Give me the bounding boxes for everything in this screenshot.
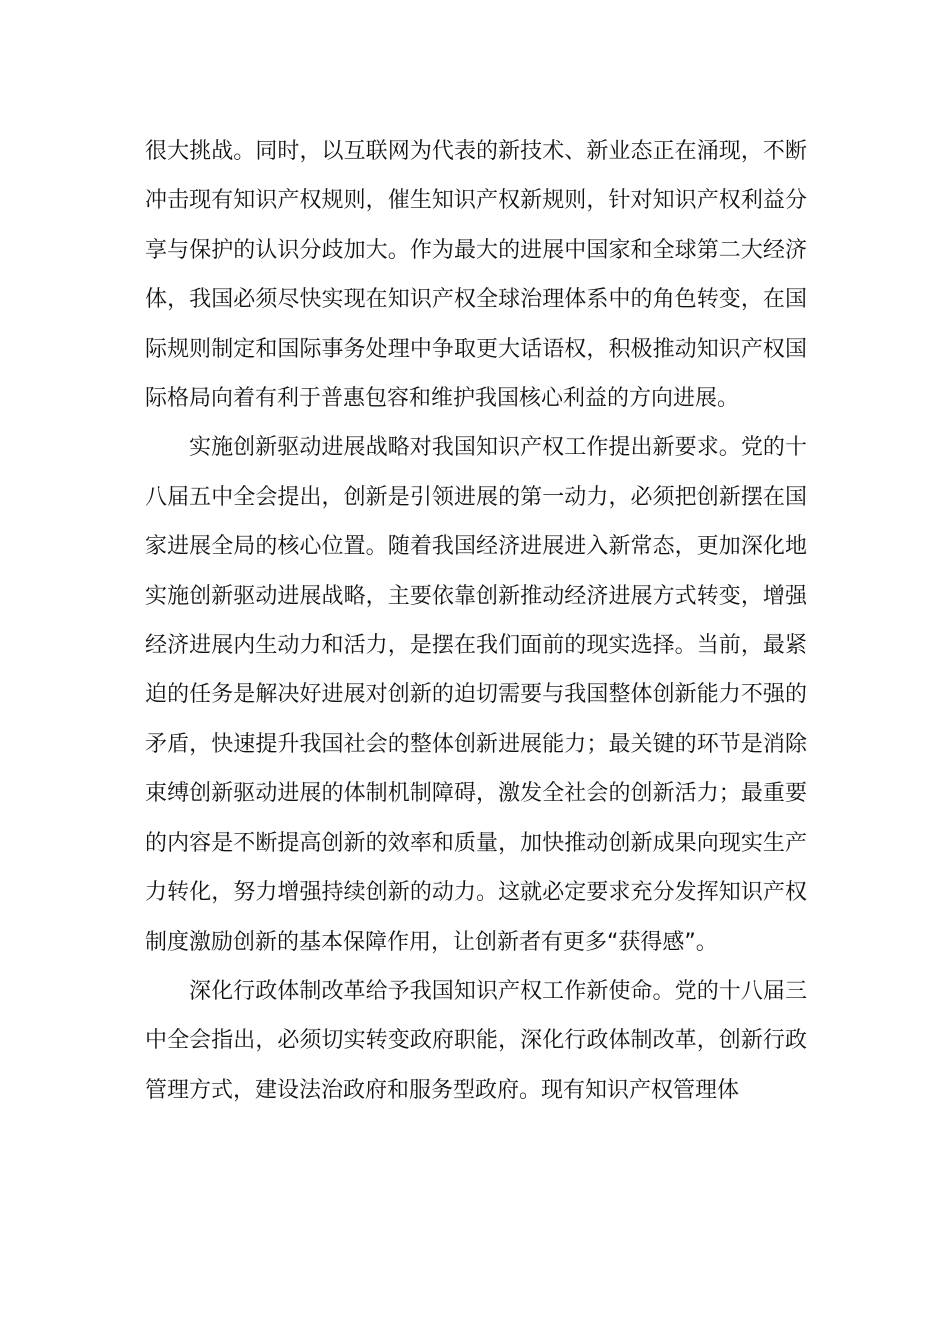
paragraph-continuation: 很大挑战。同时，以互联网为代表的新技术、新业态正在涌现，不断冲击现有知识产权规则，催生知识产权新规则，针对知识产权利益分享与保护的认识分歧加大。作为最大的进展中国家和全球第二大经济体，我国必须尽快实现在知识产权全球治理体系中的角色转变，在国际规则制定和国际事务处理中争取更大话语权，积极推动知识产权国际格局向着有利于普惠包容和维护我国核心利益的方向进展。 [145, 139, 807, 412]
paragraph-innovation-strategy: 实施创新驱动进展战略对我国知识产权工作提出新要求。党的十八届五中全会提出，创新是引领进展的第一动力，必须把创新摆在国家进展全局的核心位置。随着我国经济进展进入新常态，更加深化地实施创新驱动进展战略，主要依靠创新推动经济进展方式转变，增强经济进展内生动力和活力，是摆在我们面前的现实选择。当前，最紧迫的任务是解决好进展对创新的迫切需要与我国整体创新能力不强的矛盾，快速提升我国社会的整体创新进展能力；最关键的环节是消除束缚创新驱动进展的体制机制障碍，激发全社会的创新活力；最重要的内容是不断提高创新的效率和质量，加快推动创新成果向现实生产力转化，努力增强持续创新的动力。这就必定要求充分发挥知识产权制度激励创新的基本保障作用，让创新者有更多“获得感”。 [145, 435, 807, 955]
paragraph-administrative-reform: 深化行政体制改革给予我国知识产权工作新使命。党的十八届三中全会指出，必须切实转变政府职能，深化行政体制改革，创新行政管理方式，建设法治政府和服务型政府。现有知识产权管理体 [145, 978, 807, 1103]
body-text [145, 127, 807, 1115]
